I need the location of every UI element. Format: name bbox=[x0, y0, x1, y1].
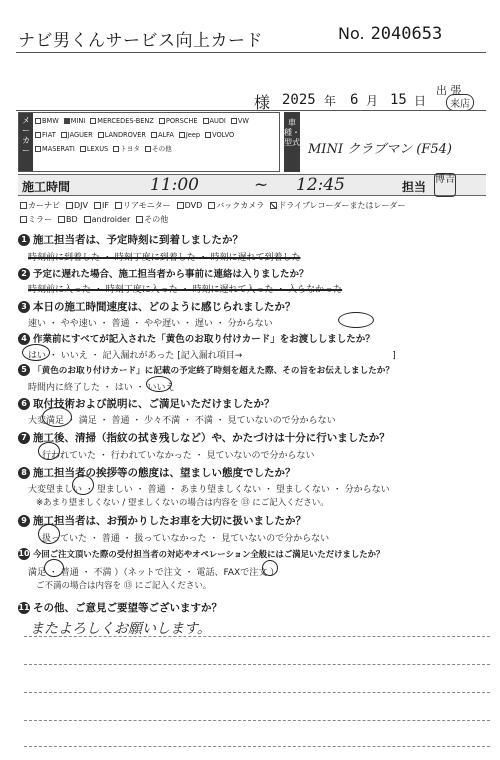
date-year: 2025 bbox=[282, 92, 316, 108]
answer-8-circle-mark bbox=[72, 475, 94, 495]
maker-option-label: その他 bbox=[152, 145, 172, 153]
work-time-bar bbox=[18, 174, 486, 196]
sama-label: 様 bbox=[254, 93, 271, 112]
question-4 bbox=[18, 331, 375, 345]
maker-checkbox[interactable] bbox=[61, 132, 67, 138]
question-10 bbox=[18, 548, 384, 560]
install-option-checkbox[interactable] bbox=[270, 202, 277, 209]
maker-box bbox=[18, 112, 280, 172]
answer-4-text: はい ・ いいえ ・ 記入漏れがあった [記入漏れ項目→ bbox=[28, 351, 243, 361]
install-option-checkbox[interactable] bbox=[94, 202, 101, 209]
maker-option[interactable] bbox=[61, 131, 93, 139]
maker-option[interactable] bbox=[231, 117, 249, 125]
comment-line bbox=[24, 692, 490, 693]
maker-label: メーカー bbox=[19, 113, 33, 171]
install-option[interactable] bbox=[66, 201, 88, 210]
maker-option-label: MERCEDES-BENZ bbox=[97, 117, 154, 125]
question-5-text: 「黄色のお取り付けカード」に記載の予定終了時刻を超えた際、その旨をお伝えしましたか？ bbox=[33, 366, 394, 376]
answer-7-circle-mark bbox=[38, 442, 60, 460]
maker-row bbox=[35, 142, 279, 156]
question-7-number: 7 bbox=[18, 432, 30, 444]
question-4-number: 4 bbox=[18, 333, 30, 345]
install-option-label: androider bbox=[91, 215, 131, 224]
maker-option-label: MINI bbox=[70, 117, 86, 125]
tanto-label: 担当 bbox=[402, 180, 427, 194]
answer-3: 速い ・ やや速い ・ 普通 ・ やや遅い ・ 遅い ・ 分からない bbox=[28, 319, 273, 329]
maker-option[interactable] bbox=[64, 117, 86, 125]
maker-option-label: FIAT bbox=[42, 131, 56, 139]
maker-option-label: MASERATI bbox=[42, 145, 75, 153]
answer-8: 大変望ましい ・ 望ましい ・ 普通 ・ あまり望ましくない ・ 望ましくない ・ 分からない bbox=[28, 485, 390, 495]
maker-option[interactable] bbox=[35, 145, 75, 153]
vehicle-label: 車種・型式 bbox=[284, 112, 300, 172]
install-option[interactable] bbox=[94, 201, 109, 210]
maker-option[interactable] bbox=[203, 117, 226, 125]
question-5-number: 5 bbox=[18, 364, 30, 376]
answer-10-circle-mark bbox=[44, 559, 64, 577]
question-9-text: 施工担当者は、お預かりしたお車を大切に扱いましたか？ bbox=[33, 515, 306, 527]
maker-option-label: PORSCHE bbox=[165, 117, 198, 125]
question-9-number: 9 bbox=[18, 515, 30, 527]
question-11-number: 11 bbox=[18, 603, 30, 612]
maker-option[interactable] bbox=[159, 117, 198, 125]
maker-option-label: VW bbox=[237, 117, 249, 125]
maker-checkbox[interactable] bbox=[159, 118, 165, 124]
maker-checkbox[interactable] bbox=[90, 118, 96, 124]
maker-checkbox[interactable] bbox=[35, 146, 41, 152]
maker-option[interactable] bbox=[80, 145, 108, 153]
maker-option-label: AUDI bbox=[209, 117, 226, 125]
question-1 bbox=[18, 232, 243, 247]
answer-10-order-circle-mark bbox=[262, 560, 278, 576]
maker-option[interactable] bbox=[151, 131, 174, 139]
install-option-label: IF bbox=[102, 201, 109, 210]
install-option-checkbox[interactable] bbox=[20, 216, 27, 223]
question-2-number: 2 bbox=[18, 268, 30, 280]
install-option-label: その他 bbox=[144, 215, 169, 224]
work-time-end: 12:45 bbox=[296, 175, 345, 195]
comment-line bbox=[24, 664, 490, 665]
question-1-text: 施工担当者は、予定時刻に到着しましたか？ bbox=[33, 234, 243, 246]
question-8-number: 8 bbox=[18, 467, 30, 479]
free-comment: またよろしくお願いします。 bbox=[30, 621, 211, 637]
card-number-value: 2040653 bbox=[370, 24, 443, 44]
work-time-start: 11:00 bbox=[150, 175, 199, 195]
question-6-text: 取付技術および説明に、ご満足いただけましたか？ bbox=[33, 398, 275, 410]
answer-1: 時刻前に到着した ・ 時刻丁度に到着した ・ 時刻に遅れて到着した bbox=[28, 253, 301, 263]
maker-option-label: Jeep bbox=[185, 131, 201, 139]
install-option-checkbox[interactable] bbox=[208, 202, 215, 209]
install-option-checkbox[interactable] bbox=[66, 202, 73, 209]
install-option-label: リアモニター bbox=[122, 201, 171, 210]
question-9 bbox=[18, 513, 306, 528]
question-1-number: 1 bbox=[18, 234, 30, 246]
tanto-stamp: 博吉 bbox=[434, 173, 456, 197]
header-divider bbox=[16, 52, 486, 53]
maker-option-label: トヨタ bbox=[120, 145, 140, 153]
maker-checkbox[interactable] bbox=[203, 118, 209, 124]
question-4-text: 作業前にすべてが記入された「黄色のお取り付けカード」をお渡ししましたか？ bbox=[33, 334, 375, 345]
answer-9-circle-mark bbox=[38, 524, 60, 544]
answer-4-circle-mark bbox=[22, 344, 50, 361]
question-7 bbox=[18, 430, 390, 445]
install-option[interactable] bbox=[270, 201, 405, 210]
maker-option-label: LEXUS bbox=[86, 145, 109, 153]
work-time-label: 施工時間 bbox=[22, 180, 71, 194]
install-option[interactable] bbox=[20, 201, 60, 210]
maker-option[interactable] bbox=[205, 131, 234, 139]
answer-4 bbox=[28, 348, 396, 361]
maker-option-label: ALFA bbox=[157, 131, 174, 139]
question-2-text: 予定に遅れた場合、施工担当者から事前に連絡は入りましたか？ bbox=[33, 269, 309, 280]
answer-10: 満足 ・ 普通 ・ 不満 ）（ネットで注文 ・ 電話、FAXで注文 ） bbox=[28, 568, 280, 578]
comment-line bbox=[24, 720, 490, 721]
maker-checkbox[interactable] bbox=[35, 118, 41, 124]
answer-6-circle-mark bbox=[42, 407, 72, 427]
vehicle-value: MINI クラブマン (F54) bbox=[308, 142, 452, 157]
maker-checkbox[interactable] bbox=[231, 118, 237, 124]
date-year-unit: 年 bbox=[324, 94, 337, 108]
service-card bbox=[8, 18, 492, 754]
date-month-unit: 月 bbox=[366, 94, 379, 108]
answer-8-note: ※あまり望ましくない / 望ましくないの場合は内容を ⑬ にご記入ください。 bbox=[36, 498, 329, 508]
install-option-label: DJV bbox=[74, 201, 88, 210]
maker-option[interactable] bbox=[35, 117, 59, 125]
install-option-checkbox[interactable] bbox=[177, 202, 184, 209]
maker-checkbox[interactable] bbox=[205, 132, 211, 138]
answer-2: 時刻前に入った ・ 時刻丁度に入った ・ 時刻に遅れて入った ・ 入らなかった bbox=[28, 285, 343, 295]
question-2 bbox=[18, 266, 309, 280]
question-8-text: 施工担当者の挨拶等の態度は、望ましい態度でしたか？ bbox=[33, 467, 296, 479]
date-day: 15 bbox=[390, 92, 407, 108]
card-number bbox=[338, 24, 442, 44]
install-option[interactable] bbox=[177, 201, 203, 210]
shucho-label: 出 張 bbox=[436, 84, 462, 97]
maker-checkbox[interactable] bbox=[113, 146, 119, 152]
question-7-text: 施工後、清掃（指紋の拭き残しなど）や、かたづけは十分に行いましたか？ bbox=[33, 432, 390, 444]
answer-10-note: ご不満の場合は内容を ⑬ にご記入ください。 bbox=[36, 581, 212, 591]
answer-6: 大変満足 ・ 満足 ・ 普通 ・ 少々不満 ・ 不満 ・ 見ていないので分からない bbox=[28, 416, 336, 426]
question-11-text: その他、ご意見ご要望等ございますか？ bbox=[33, 602, 222, 614]
maker-option[interactable] bbox=[179, 131, 200, 139]
install-option-checkbox[interactable] bbox=[20, 202, 27, 209]
question-8 bbox=[18, 465, 296, 480]
raiten-label: 来店 bbox=[446, 94, 474, 111]
maker-options bbox=[35, 114, 279, 156]
answer-5: 時間内に終了した ・ はい ・ いいえ bbox=[28, 383, 175, 393]
maker-row bbox=[35, 128, 279, 142]
maker-checkbox[interactable] bbox=[98, 132, 104, 138]
work-time-separator: ~ bbox=[254, 175, 269, 195]
install-option-checkbox[interactable] bbox=[58, 216, 65, 223]
maker-option-label: VOLVO bbox=[212, 131, 235, 139]
install-option[interactable] bbox=[84, 215, 131, 224]
question-6-number: 6 bbox=[18, 398, 30, 410]
maker-option[interactable] bbox=[90, 117, 154, 125]
question-3-text: 本日の施工時間速度は、どのように感じられましたか？ bbox=[33, 301, 296, 313]
maker-option[interactable] bbox=[98, 131, 146, 139]
install-option[interactable] bbox=[208, 201, 264, 210]
maker-checkbox[interactable] bbox=[35, 132, 41, 138]
install-option-label: BD bbox=[66, 215, 78, 224]
question-3 bbox=[18, 299, 296, 314]
install-option[interactable] bbox=[136, 215, 168, 224]
answer-3-circle-mark bbox=[338, 312, 374, 328]
question-10-number: 10 bbox=[18, 549, 30, 558]
install-option-checkbox[interactable] bbox=[115, 202, 122, 209]
card-number-label: No. bbox=[338, 24, 365, 43]
maker-option-label: JAGUER bbox=[67, 131, 93, 139]
answer-9: 扱っていた ・ 普通 ・ 扱っていなかった ・ 見ていないので分からない bbox=[42, 534, 330, 544]
maker-checkbox[interactable] bbox=[179, 132, 185, 138]
maker-option[interactable] bbox=[145, 145, 172, 153]
install-option-checkbox[interactable] bbox=[136, 216, 143, 223]
maker-option[interactable] bbox=[35, 131, 56, 139]
install-option-label: バックカメラ bbox=[216, 201, 265, 210]
question-5 bbox=[18, 364, 394, 376]
install-option[interactable] bbox=[20, 215, 52, 224]
answer-5-circle-mark bbox=[146, 376, 172, 392]
install-options bbox=[20, 199, 490, 227]
date-divider bbox=[16, 110, 486, 111]
install-option[interactable] bbox=[58, 215, 78, 224]
install-option-label: ドライブレコーダーまたはレーダー bbox=[278, 201, 406, 210]
maker-checkbox[interactable] bbox=[80, 146, 86, 152]
install-option-label: カーナビ bbox=[28, 201, 60, 210]
maker-row bbox=[35, 114, 279, 128]
comment-line bbox=[24, 746, 490, 747]
install-option-label: ミラー bbox=[28, 215, 52, 224]
date-day-unit: 日 bbox=[414, 94, 427, 108]
maker-checkbox[interactable] bbox=[145, 146, 151, 152]
question-11 bbox=[18, 600, 222, 615]
question-3-number: 3 bbox=[18, 301, 30, 313]
install-option-checkbox[interactable] bbox=[84, 216, 91, 223]
maker-checkbox[interactable] bbox=[151, 132, 157, 138]
maker-checkbox[interactable] bbox=[64, 118, 70, 124]
maker-option-label: BMW bbox=[42, 117, 59, 125]
maker-option[interactable] bbox=[113, 145, 140, 153]
answer-4-end: ] bbox=[392, 351, 396, 361]
question-10-text: 今回ご注文頂いた際の受付担当者の対応やオペレーション全般にはご満足いただけましたか？ bbox=[33, 549, 385, 559]
install-option-label: DVD bbox=[184, 201, 203, 210]
answer-7: 行われていた ・ 行われていなかった ・ 見ていないので分からない bbox=[42, 451, 315, 461]
date-month: 6 bbox=[350, 92, 359, 108]
install-option[interactable] bbox=[115, 201, 171, 210]
maker-option-label: LANDROVER bbox=[104, 131, 146, 139]
card-title: ナビ男くんサービス向上カード bbox=[18, 31, 263, 51]
